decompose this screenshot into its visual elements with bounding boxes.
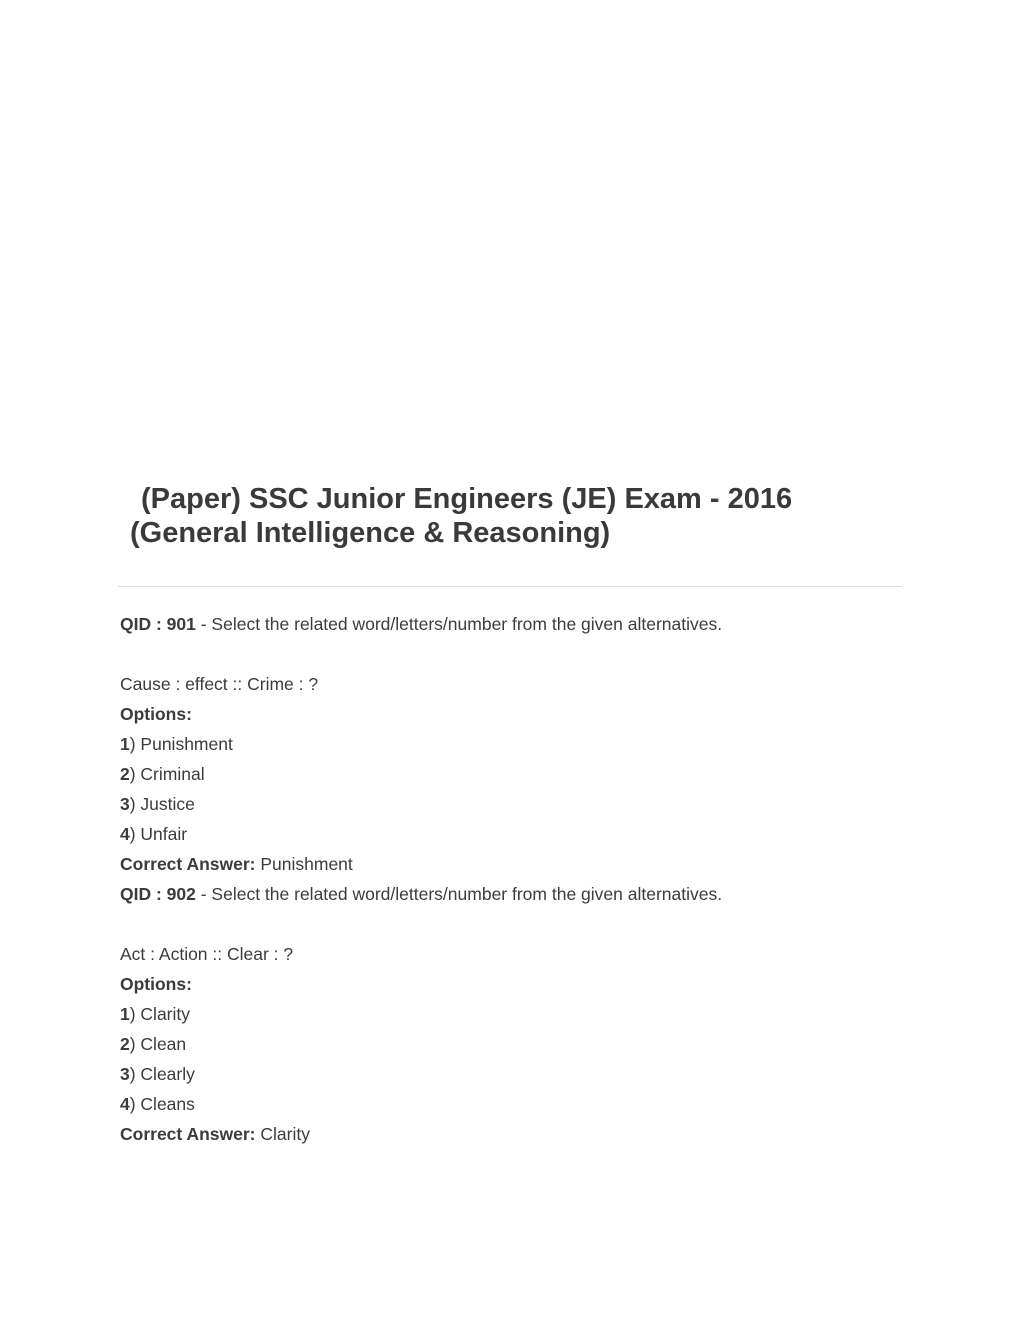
question-block bbox=[120, 609, 900, 879]
spacer bbox=[120, 639, 900, 669]
option-text: ) Criminal bbox=[129, 764, 205, 784]
option-number: 2 bbox=[120, 1034, 130, 1054]
option-item bbox=[120, 1089, 900, 1119]
question-instruction: - Select the related word/letters/number from the given alternatives. bbox=[195, 884, 723, 904]
option-item bbox=[120, 1029, 900, 1059]
question-block bbox=[120, 879, 900, 1149]
option-item bbox=[120, 759, 900, 789]
page-title bbox=[130, 482, 890, 550]
option-item bbox=[120, 819, 900, 849]
option-text: ) Punishment bbox=[129, 734, 233, 754]
option-text: ) Justice bbox=[129, 794, 195, 814]
option-text: ) Cleans bbox=[129, 1094, 195, 1114]
option-text: ) Clarity bbox=[129, 1004, 191, 1024]
question-header bbox=[120, 879, 900, 909]
questions-content bbox=[120, 609, 900, 1149]
option-number: 1 bbox=[120, 734, 130, 754]
question-id: QID : 901 bbox=[120, 614, 196, 634]
option-number: 2 bbox=[120, 764, 130, 784]
option-item bbox=[120, 729, 900, 759]
question-id: QID : 902 bbox=[120, 884, 196, 904]
spacer bbox=[120, 909, 900, 939]
question-header bbox=[120, 609, 900, 639]
correct-answer-label: Correct Answer: bbox=[120, 854, 256, 874]
option-number: 4 bbox=[120, 1094, 130, 1114]
title-line-1: (Paper) SSC Junior Engineers (JE) Exam - 2016 bbox=[141, 483, 793, 515]
title-line-2: (General Intelligence & Reasoning) bbox=[130, 517, 611, 549]
question-prompt: Cause : effect :: Crime : ? bbox=[120, 674, 319, 694]
option-text: ) Clearly bbox=[129, 1064, 195, 1084]
options-label: Options: bbox=[120, 704, 192, 724]
option-number: 3 bbox=[120, 794, 130, 814]
option-number: 4 bbox=[120, 824, 130, 844]
correct-answer-value: Punishment bbox=[255, 854, 353, 874]
options-label: Options: bbox=[120, 974, 192, 994]
option-text: ) Clean bbox=[129, 1034, 187, 1054]
option-number: 3 bbox=[120, 1064, 130, 1084]
option-number: 1 bbox=[120, 1004, 130, 1024]
question-instruction: - Select the related word/letters/number from the given alternatives. bbox=[195, 614, 723, 634]
question-prompt: Act : Action :: Clear : ? bbox=[120, 944, 294, 964]
correct-answer bbox=[120, 1119, 900, 1149]
correct-answer bbox=[120, 849, 900, 879]
option-item bbox=[120, 789, 900, 819]
correct-answer-value: Clarity bbox=[255, 1124, 310, 1144]
option-text: ) Unfair bbox=[129, 824, 188, 844]
correct-answer-label: Correct Answer: bbox=[120, 1124, 256, 1144]
option-item bbox=[120, 1059, 900, 1089]
title-divider bbox=[118, 586, 902, 587]
option-item bbox=[120, 999, 900, 1029]
